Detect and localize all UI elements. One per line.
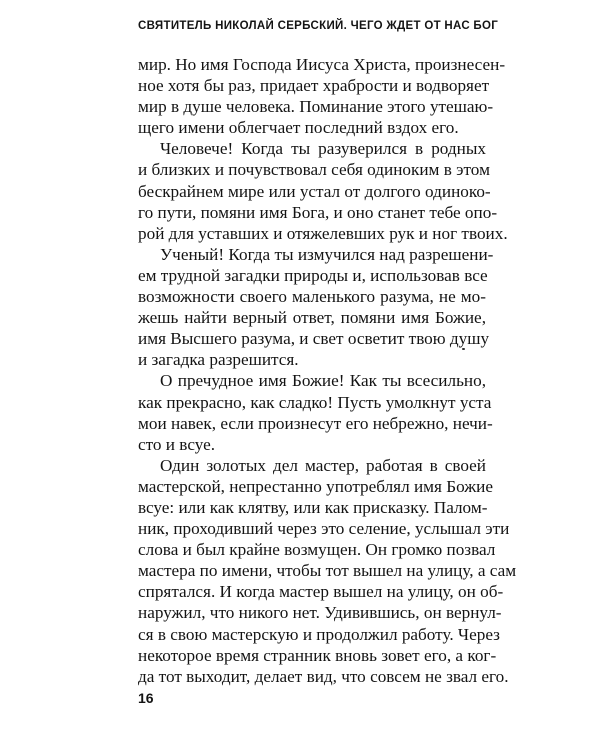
paragraph xyxy=(138,455,517,687)
text-line: возможности своего маленького разума, не мо- xyxy=(138,287,486,307)
text-line: го пути, помяни имя Бога, и оно станет тебе опо- xyxy=(138,202,498,222)
paragraph xyxy=(138,244,494,371)
text-line: спрятался. И когда мастер вышел на улицу, он об- xyxy=(138,582,504,602)
text-line: Ученый! Когда ты измучился над разрешени- xyxy=(160,244,494,264)
text-line: мои навек, если произнесут его небрежно, нечи- xyxy=(138,413,493,433)
text-line: мир. Но имя Господа Иисуса Христа, произнесен- xyxy=(138,55,506,74)
print-speck xyxy=(462,348,465,350)
text-line: ся в свою мастерскую и продолжил работу. Через xyxy=(138,624,500,644)
text-line: и близких и почувствовал себя одиноким в этом xyxy=(138,160,490,180)
text-line: слова и был крайне возмущен. Он громко позвал xyxy=(138,540,496,560)
text-line: щего имени облегчает последний вздох его. xyxy=(138,118,459,138)
text-line: Один золотых дел мастер, работая в своей xyxy=(160,455,486,475)
text-line: мастерской, непрестанно употреблял имя Божие xyxy=(138,476,493,496)
paragraph xyxy=(138,54,506,138)
text-line: Человече! Когда ты разуверился в родных xyxy=(160,139,486,159)
text-line: наружил, что никого нет. Удивившись, он вернул- xyxy=(138,603,502,623)
text-line: некоторое время странник вновь зовет его, а ког- xyxy=(138,645,497,665)
running-head: СВЯТИТЕЛЬ НИКОЛАЙ СЕРБСКИЙ. ЧЕГО ЖДЕТ ОТ НАС БОГ xyxy=(138,20,499,32)
text-line: рой для уставших и отяжелевших рук и ног твоих. xyxy=(138,223,508,243)
text-line: ем трудной загадки природы и, использовав все xyxy=(138,265,488,285)
page-number: 16 xyxy=(138,690,154,706)
text-line: мир в душе человека. Поминание этого утешаю- xyxy=(138,97,494,117)
text-line: имя Высшего разума, и свет осветит твою душу xyxy=(138,329,490,349)
paragraph xyxy=(138,138,508,243)
text-line: как прекрасно, как сладко! Пусть умолкнут уста xyxy=(138,392,492,412)
text-line: мастера по имени, чтобы тот вышел на улицу, а сам xyxy=(138,561,517,581)
text-line: жешь найти верный ответ, помяни имя Божие, xyxy=(138,308,486,328)
text-line: О пречудное имя Божие! Как ты всесильно, xyxy=(160,371,486,391)
text-line: ное хотя бы раз, придает храбрости и водворяет xyxy=(138,76,490,96)
text-line: ник, проходивший через это селение, услышал эти xyxy=(138,519,510,539)
text-line: сто и всуе. xyxy=(138,434,216,454)
text-line: бескрайнем мире или устал от долгого одиноко- xyxy=(138,181,491,201)
paragraph xyxy=(138,370,493,454)
text-line: и загадка разрешится. xyxy=(138,350,299,370)
text-line: да тот выходит, делает вид, что совсем не звал его. xyxy=(138,666,509,686)
text-line: всуе: или как клятву, или как присказку. Палом- xyxy=(138,497,488,517)
body-text xyxy=(138,54,517,687)
